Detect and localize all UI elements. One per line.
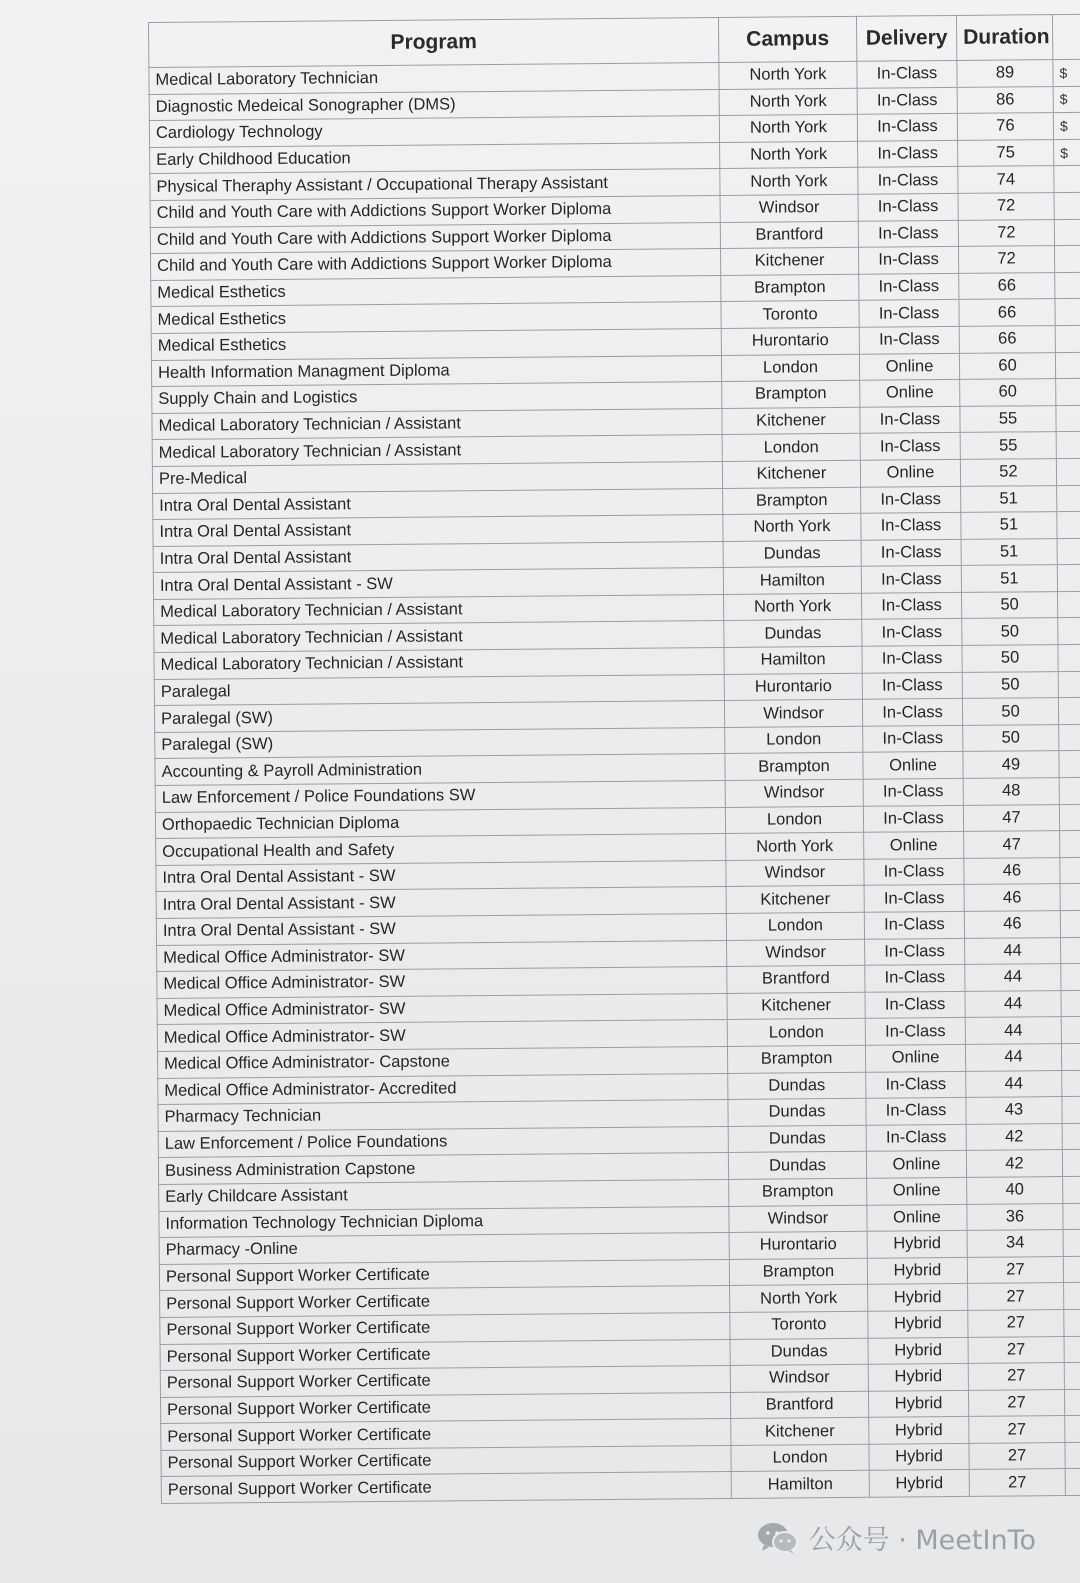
extra-cell (1055, 325, 1080, 352)
duration-cell: 44 (965, 1044, 1061, 1071)
delivery-cell: In-Class (863, 725, 963, 752)
program-cell: Medical Office Administrator- Capstone (157, 1046, 727, 1078)
extra-cell (1056, 378, 1080, 405)
duration-cell: 42 (966, 1123, 1062, 1150)
extra-cell (1058, 618, 1080, 645)
delivery-cell: In-Class (858, 140, 958, 167)
program-cell: Medical Esthetics (151, 275, 721, 307)
campus-cell: Toronto (721, 301, 859, 329)
extra-cell (1061, 1017, 1080, 1044)
extra-cell (1062, 1096, 1080, 1123)
extra-cell (1058, 671, 1080, 698)
program-cell: Medical Laboratory Technician / Assistant (154, 621, 724, 653)
watermark-text: 公众号 · MeetInTo (808, 1525, 1036, 1556)
duration-cell: 55 (960, 405, 1056, 432)
duration-cell: 49 (963, 751, 1059, 778)
extra-cell (1065, 1469, 1080, 1496)
campus-cell: London (721, 354, 859, 382)
campus-cell: Brampton (723, 487, 861, 515)
delivery-cell: Online (867, 1204, 967, 1231)
extra-cell (1056, 432, 1080, 459)
campus-cell: Toronto (730, 1311, 868, 1339)
campus-cell: Dundas (728, 1072, 866, 1100)
program-cell: Personal Support Worker Certificate (161, 1472, 731, 1504)
extra-cell: $ (1053, 86, 1080, 113)
delivery-cell: Hybrid (869, 1470, 969, 1497)
campus-cell: London (726, 912, 864, 940)
duration-cell: 43 (966, 1097, 1062, 1124)
header-delivery: Delivery (856, 15, 956, 61)
program-cell: Paralegal (154, 674, 724, 706)
extra-cell (1061, 963, 1080, 990)
campus-cell: Brantford (720, 221, 858, 249)
extra-cell (1056, 405, 1080, 432)
campus-cell: Hamilton (724, 646, 862, 674)
program-cell: Intra Oral Dental Assistant - SW (156, 913, 726, 945)
extra-cell (1062, 1070, 1080, 1097)
program-cell: Business Administration Capstone (158, 1153, 728, 1185)
extra-cell (1058, 591, 1080, 618)
program-cell: Child and Youth Care with Addictions Support Worker Diploma (150, 222, 720, 254)
delivery-cell: In-Class (864, 911, 964, 938)
delivery-cell: In-Class (866, 1124, 966, 1151)
campus-cell: Kitchener (727, 992, 865, 1020)
program-cell: Medical Office Administrator- SW (157, 967, 727, 999)
extra-cell (1065, 1442, 1080, 1469)
delivery-cell: In-Class (857, 87, 957, 114)
header-extra (1052, 14, 1080, 59)
extra-cell (1057, 565, 1080, 592)
duration-cell: 42 (966, 1150, 1062, 1177)
campus-cell: North York (724, 593, 862, 621)
delivery-cell: In-Class (858, 193, 958, 220)
program-cell: Medical Laboratory Technician / Assistant (152, 435, 722, 467)
extra-cell (1060, 857, 1080, 884)
delivery-cell: Online (866, 1151, 966, 1178)
delivery-cell: Hybrid (868, 1363, 968, 1390)
duration-cell: 75 (958, 139, 1054, 166)
duration-cell: 76 (957, 113, 1053, 140)
duration-cell: 51 (961, 512, 1057, 539)
extra-cell (1059, 777, 1080, 804)
duration-cell: 27 (969, 1469, 1065, 1496)
delivery-cell: Online (860, 459, 960, 486)
duration-cell: 72 (958, 246, 1054, 273)
delivery-cell: In-Class (862, 619, 962, 646)
extra-cell (1054, 166, 1080, 193)
campus-cell: Kitchener (722, 407, 860, 435)
delivery-cell: Hybrid (869, 1443, 969, 1470)
duration-cell: 52 (960, 458, 1056, 485)
extra-cell (1057, 511, 1080, 538)
extra-cell (1061, 937, 1080, 964)
delivery-cell: Online (867, 1177, 967, 1204)
program-cell: Personal Support Worker Certificate (159, 1259, 729, 1291)
extra-cell (1064, 1283, 1080, 1310)
delivery-cell: In-Class (860, 406, 960, 433)
duration-cell: 27 (968, 1363, 1064, 1390)
duration-cell: 27 (969, 1442, 1065, 1469)
program-cell: Intra Oral Dental Assistant - SW (153, 568, 723, 600)
campus-cell: Brampton (729, 1178, 867, 1206)
extra-cell (1058, 698, 1080, 725)
delivery-cell: Online (865, 1044, 965, 1071)
table-header-row (149, 14, 1080, 67)
campus-cell: Dundas (728, 1152, 866, 1180)
program-cell: Child and Youth Care with Addictions Support Worker Diploma (150, 195, 720, 227)
extra-cell (1054, 245, 1080, 272)
campus-cell: London (727, 1019, 865, 1047)
program-cell: Orthopaedic Technician Diploma (155, 807, 725, 839)
duration-cell: 89 (957, 60, 1053, 87)
extra-cell (1055, 299, 1080, 326)
delivery-cell: In-Class (862, 645, 962, 672)
extra-cell (1060, 830, 1080, 857)
duration-cell: 50 (962, 671, 1058, 698)
extra-cell (1061, 990, 1080, 1017)
campus-cell: Hurontario (724, 673, 862, 701)
program-cell: Accounting & Payroll Administration (155, 754, 725, 786)
program-cell: Information Technology Technician Diploma (159, 1206, 729, 1238)
delivery-cell: Hybrid (868, 1390, 968, 1417)
delivery-cell: In-Class (858, 247, 958, 274)
duration-cell: 48 (963, 778, 1059, 805)
program-sheet (148, 14, 1080, 1504)
delivery-cell: In-Class (861, 566, 961, 593)
duration-cell: 50 (962, 645, 1058, 672)
campus-cell: Kitchener (722, 460, 860, 488)
watermark (757, 1518, 1036, 1557)
delivery-cell: Online (863, 752, 963, 779)
campus-cell: Windsor (724, 700, 862, 728)
duration-cell: 50 (962, 591, 1058, 618)
duration-cell: 50 (962, 618, 1058, 645)
campus-cell: Kitchener (726, 886, 864, 914)
delivery-cell: In-Class (859, 273, 959, 300)
duration-cell: 27 (969, 1416, 1065, 1443)
delivery-cell: In-Class (862, 592, 962, 619)
program-cell: Child and Youth Care with Addictions Support Worker Diploma (151, 249, 721, 281)
header-duration: Duration (956, 15, 1052, 61)
delivery-cell: In-Class (863, 805, 963, 832)
delivery-cell: In-Class (861, 486, 961, 513)
campus-cell: North York (720, 168, 858, 196)
campus-cell: Hamilton (723, 567, 861, 595)
extra-cell (1059, 724, 1080, 751)
delivery-cell: Hybrid (867, 1257, 967, 1284)
program-cell: Personal Support Worker Certificate (160, 1339, 730, 1371)
delivery-cell: In-Class (864, 858, 964, 885)
campus-cell: North York (723, 513, 861, 541)
campus-cell: London (731, 1444, 869, 1472)
program-cell: Personal Support Worker Certificate (160, 1366, 730, 1398)
campus-cell: Windsor (730, 1364, 868, 1392)
program-cell: Medical Laboratory Technician (149, 63, 719, 95)
duration-cell: 51 (961, 485, 1057, 512)
program-cell: Intra Oral Dental Assistant (153, 488, 723, 520)
extra-cell (1057, 485, 1080, 512)
duration-cell: 40 (967, 1177, 1063, 1204)
program-cell: Medical Esthetics (151, 328, 721, 360)
extra-cell (1059, 804, 1080, 831)
program-cell: Pharmacy Technician (158, 1100, 728, 1132)
program-cell: Diagnostic Medeical Sonographer (DMS) (149, 89, 719, 121)
extra-cell: $ (1053, 112, 1080, 139)
program-cell: Intra Oral Dental Assistant (153, 515, 723, 547)
extra-cell (1062, 1123, 1080, 1150)
campus-cell: Dundas (728, 1098, 866, 1126)
program-cell: Personal Support Worker Certificate (160, 1312, 730, 1344)
duration-cell: 66 (959, 272, 1055, 299)
duration-cell: 60 (959, 352, 1055, 379)
delivery-cell: In-Class (866, 1071, 966, 1098)
delivery-cell: In-Class (865, 965, 965, 992)
campus-cell: Hurontario (729, 1231, 867, 1259)
duration-cell: 66 (959, 299, 1055, 326)
program-cell: Early Childcare Assistant (159, 1179, 729, 1211)
delivery-cell: Hybrid (868, 1284, 968, 1311)
delivery-cell: In-Class (858, 220, 958, 247)
duration-cell: 27 (968, 1309, 1064, 1336)
campus-cell: North York (719, 61, 857, 89)
campus-cell: Dundas (723, 540, 861, 568)
campus-cell: Dundas (728, 1125, 866, 1153)
duration-cell: 27 (968, 1336, 1064, 1363)
extra-cell: $ (1054, 139, 1080, 166)
program-cell: Personal Support Worker Certificate (161, 1392, 731, 1424)
program-cell: Health Information Managment Diploma (151, 355, 721, 387)
delivery-cell: In-Class (861, 539, 961, 566)
campus-cell: Windsor (720, 194, 858, 222)
program-cell: Pharmacy -Online (159, 1233, 729, 1265)
program-cell: Medical Laboratory Technician / Assistant (152, 408, 722, 440)
duration-cell: 44 (966, 1070, 1062, 1097)
campus-cell: North York (719, 115, 857, 143)
delivery-cell: In-Class (862, 699, 962, 726)
program-cell: Paralegal (SW) (155, 727, 725, 759)
campus-cell: London (725, 806, 863, 834)
delivery-cell: In-Class (866, 1098, 966, 1125)
program-cell: Medical Office Administrator- SW (157, 940, 727, 972)
delivery-cell: In-Class (857, 60, 957, 87)
duration-cell: 51 (961, 538, 1057, 565)
program-cell: Personal Support Worker Certificate (161, 1419, 731, 1451)
campus-cell: Windsor (725, 779, 863, 807)
extra-cell (1064, 1362, 1080, 1389)
program-cell: Medical Laboratory Technician / Assistant (154, 594, 724, 626)
duration-cell: 44 (965, 964, 1061, 991)
duration-cell: 50 (962, 698, 1058, 725)
delivery-cell: In-Class (861, 513, 961, 540)
extra-cell (1060, 884, 1080, 911)
extra-cell (1063, 1203, 1080, 1230)
program-cell: Physical Theraphy Assistant / Occupational Therapy Assistant (150, 169, 720, 201)
duration-cell: 46 (964, 857, 1060, 884)
extra-cell (1060, 910, 1080, 937)
program-cell: Medical Laboratory Technician / Assistant (154, 648, 724, 680)
program-cell: Personal Support Worker Certificate (161, 1445, 731, 1477)
extra-cell (1064, 1389, 1080, 1416)
program-cell: Law Enforcement / Police Foundations SW (155, 781, 725, 813)
campus-cell: Brampton (725, 753, 863, 781)
extra-cell (1054, 219, 1080, 246)
program-cell: Intra Oral Dental Assistant - SW (156, 860, 726, 892)
wechat-icon (757, 1521, 799, 1555)
program-cell: Supply Chain and Logistics (152, 382, 722, 414)
duration-cell: 46 (964, 911, 1060, 938)
campus-cell: North York (719, 88, 857, 116)
delivery-cell: In-Class (863, 778, 963, 805)
duration-cell: 46 (964, 884, 1060, 911)
campus-cell: North York (726, 833, 864, 861)
delivery-cell: In-Class (859, 300, 959, 327)
extra-cell (1063, 1256, 1080, 1283)
delivery-cell: Hybrid (868, 1310, 968, 1337)
extra-cell (1065, 1416, 1080, 1443)
header-campus: Campus (718, 16, 856, 62)
program-cell: Personal Support Worker Certificate (160, 1286, 730, 1318)
duration-cell: 44 (965, 990, 1061, 1017)
program-cell: Intra Oral Dental Assistant - SW (156, 887, 726, 919)
delivery-cell: In-Class (859, 326, 959, 353)
program-table (148, 14, 1080, 1504)
duration-cell: 86 (957, 86, 1053, 113)
delivery-cell: Online (860, 380, 960, 407)
delivery-cell: Online (859, 353, 959, 380)
extra-cell (1061, 1043, 1080, 1070)
duration-cell: 44 (965, 1017, 1061, 1044)
duration-cell: 27 (968, 1389, 1064, 1416)
delivery-cell: In-Class (858, 167, 958, 194)
extra-cell (1059, 751, 1080, 778)
campus-cell: Brampton (722, 380, 860, 408)
program-cell: Early Childhood Education (150, 142, 720, 174)
campus-cell: Brampton (727, 1045, 865, 1073)
duration-cell: 36 (967, 1203, 1063, 1230)
header-program: Program (149, 18, 719, 68)
extra-cell (1057, 538, 1080, 565)
duration-cell: 47 (963, 804, 1059, 831)
duration-cell: 34 (967, 1230, 1063, 1257)
table-body (149, 59, 1080, 1503)
extra-cell (1064, 1336, 1080, 1363)
campus-cell: Windsor (727, 939, 865, 967)
duration-cell: 55 (960, 432, 1056, 459)
campus-cell: Kitchener (720, 247, 858, 275)
delivery-cell: Hybrid (869, 1417, 969, 1444)
duration-cell: 27 (967, 1256, 1063, 1283)
extra-cell (1055, 352, 1080, 379)
delivery-cell: In-Class (860, 433, 960, 460)
duration-cell: 60 (960, 379, 1056, 406)
campus-cell: Kitchener (731, 1418, 869, 1446)
campus-cell: Dundas (730, 1338, 868, 1366)
extra-cell (1054, 192, 1080, 219)
delivery-cell: In-Class (864, 885, 964, 912)
program-cell: Medical Office Administrator- SW (157, 1020, 727, 1052)
extra-cell: $ (1053, 59, 1080, 86)
duration-cell: 51 (961, 565, 1057, 592)
delivery-cell: Online (864, 832, 964, 859)
campus-cell: Brantford (730, 1391, 868, 1419)
campus-cell: Dundas (724, 620, 862, 648)
program-cell: Medical Esthetics (151, 302, 721, 334)
program-cell: Paralegal (SW) (154, 701, 724, 733)
program-cell: Medical Office Administrator- Accredited (158, 1073, 728, 1105)
extra-cell (1056, 458, 1080, 485)
delivery-cell: In-Class (865, 1018, 965, 1045)
campus-cell: Windsor (726, 859, 864, 887)
campus-cell: London (722, 434, 860, 462)
program-cell: Intra Oral Dental Assistant (153, 541, 723, 573)
extra-cell (1063, 1229, 1080, 1256)
duration-cell: 44 (965, 937, 1061, 964)
extra-cell (1062, 1150, 1080, 1177)
extra-cell (1064, 1309, 1080, 1336)
duration-cell: 72 (958, 219, 1054, 246)
duration-cell: 50 (963, 724, 1059, 751)
duration-cell: 27 (968, 1283, 1064, 1310)
program-cell: Pre-Medical (152, 461, 722, 493)
campus-cell: Hurontario (721, 327, 859, 355)
campus-cell: Brampton (721, 274, 859, 302)
delivery-cell: In-Class (862, 672, 962, 699)
program-cell: Law Enforcement / Police Foundations (158, 1126, 728, 1158)
duration-cell: 66 (959, 326, 1055, 353)
delivery-cell: Hybrid (867, 1231, 967, 1258)
program-cell: Occupational Health and Safety (156, 834, 726, 866)
program-cell: Medical Office Administrator- SW (157, 993, 727, 1025)
duration-cell: 72 (958, 193, 1054, 220)
program-cell: Cardiology Technology (149, 116, 719, 148)
delivery-cell: In-Class (857, 114, 957, 141)
campus-cell: Brantford (727, 965, 865, 993)
delivery-cell: In-Class (865, 991, 965, 1018)
extra-cell (1058, 644, 1080, 671)
campus-cell: Hamilton (731, 1471, 869, 1499)
campus-cell: Brampton (729, 1258, 867, 1286)
extra-cell (1055, 272, 1080, 299)
duration-cell: 74 (958, 166, 1054, 193)
duration-cell: 47 (964, 831, 1060, 858)
campus-cell: North York (730, 1285, 868, 1313)
extra-cell (1063, 1176, 1080, 1203)
campus-cell: London (725, 726, 863, 754)
campus-cell: North York (720, 141, 858, 169)
delivery-cell: In-Class (865, 938, 965, 965)
delivery-cell: Hybrid (868, 1337, 968, 1364)
campus-cell: Windsor (729, 1205, 867, 1233)
